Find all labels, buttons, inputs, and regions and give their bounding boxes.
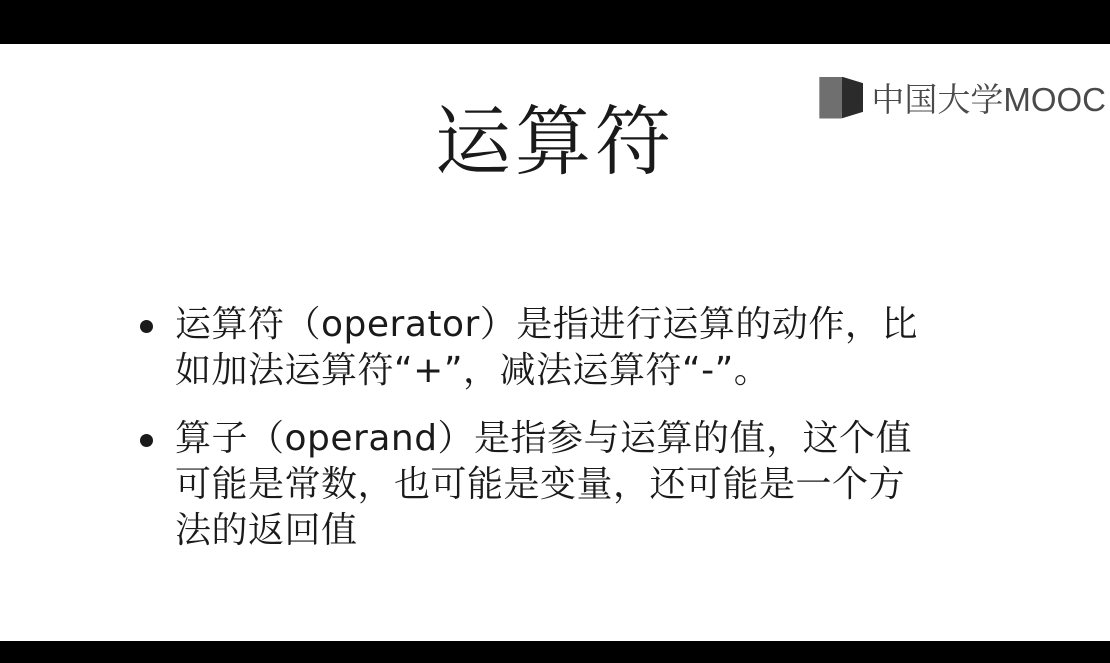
bullet-text: 算子（operand）是指参与运算的值，这个值可能是常数，也可能是变量，还可能是一个方法的返回值 xyxy=(175,418,913,552)
bullet-list xyxy=(140,302,930,576)
page-title: 运算符 xyxy=(435,97,675,186)
bullet-dot-icon xyxy=(140,320,153,333)
bullet-text: 运算符（operator）是指进行运算的动作，比如加法运算符“+”，减法运算符“-”。 xyxy=(175,304,918,392)
letterbox-top xyxy=(0,0,1110,44)
list-item xyxy=(140,416,930,554)
letterbox-bottom xyxy=(0,641,1110,663)
bullet-dot-icon xyxy=(140,434,153,447)
slide-canvas xyxy=(0,44,1110,641)
watermark-label: 中国大学MOOC xyxy=(871,81,1106,118)
list-item xyxy=(140,302,930,394)
